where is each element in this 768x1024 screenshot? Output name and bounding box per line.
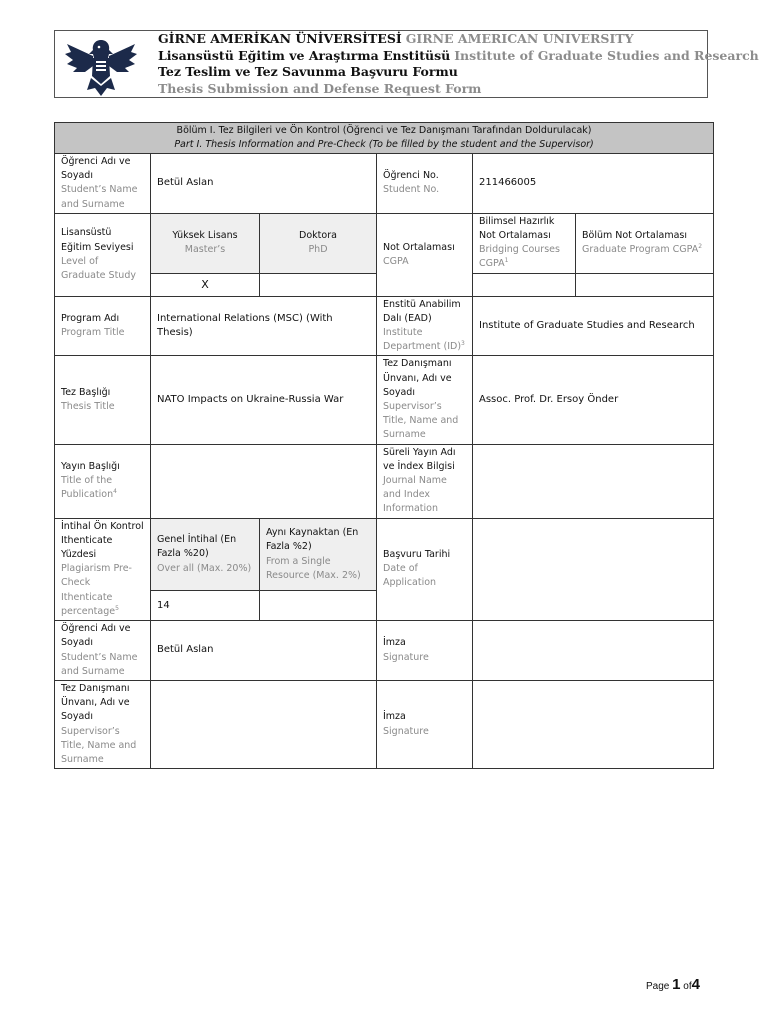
plagiarism-label: İntihal Ön Kontrol Ithenticate Yüzdesi Plagiarism Pre-Check Ithenticate percentage$^5$ <box>55 518 151 620</box>
bridging-cgpa-label: Bilimsel Hazırlık Not Ortalaması Bridging Courses CGPA$^1$ <box>473 213 576 273</box>
masters-option-label: Yüksek Lisans Master’s <box>151 213 260 273</box>
page-total: 4 <box>691 976 700 993</box>
page-of: of <box>683 981 692 992</box>
application-date-label: Başvuru Tarihi Date of Application <box>377 518 473 620</box>
phd-option-label: Doktora PhD <box>260 213 377 273</box>
thesis-title-label: Tez Başlığı Thesis Title <box>55 356 151 444</box>
publication-title-label: Yayın Başlığı Title of the Publication$^4$ <box>55 444 151 518</box>
student-no-value[interactable]: 211466005 <box>473 154 714 214</box>
journal-info-label: Süreli Yayın Adı ve İndex Bilgisi Journal Name and Index Information <box>377 444 473 518</box>
supervisor-signature-field[interactable] <box>473 680 714 768</box>
thesis-title-value[interactable]: NATO Impacts on Ukraine-Russia War <box>151 356 377 444</box>
department-value[interactable]: Institute of Graduate Studies and Research <box>473 296 714 356</box>
single-source-plagiarism-value[interactable] <box>260 591 377 621</box>
phd-checkbox[interactable] <box>260 273 377 296</box>
footnote-3-marker: 3 <box>461 340 465 348</box>
header-title-block <box>158 31 759 97</box>
student-sign-name-value[interactable]: Betül Aslan <box>151 621 377 681</box>
part1-title-tr: Bölüm I. Tez Bilgileri ve Ön Kontrol (Öğrenci ve Tez Danışmanı Tarafından Doldurulacak) <box>176 125 592 136</box>
department-label: Enstitü Anabilim Dalı (EAD) Institute Department (ID)$^3$ <box>377 296 473 356</box>
single-source-plagiarism-label: Aynı Kaynaktan (En Fazla %2) From a Single Resource (Max. 2%) <box>260 518 377 591</box>
thesis-info-table <box>54 122 714 769</box>
student-name-value[interactable]: Betül Aslan <box>151 154 377 214</box>
footnote-5-marker: 5 <box>115 604 119 612</box>
university-name-tr: GİRNE AMERİKAN ÜNİVERSİTESİ <box>158 31 402 46</box>
cgpa-label: Not Ortalaması CGPA <box>377 213 473 296</box>
supervisor-value[interactable]: Assoc. Prof. Dr. Ersoy Önder <box>473 356 714 444</box>
program-title-value[interactable]: International Relations (MSC) (With Thesis) <box>151 296 377 356</box>
part1-header <box>55 123 714 154</box>
institute-name-tr: Lisansüstü Eğitim ve Araştırma Enstitüsü <box>158 47 451 63</box>
footnote-2-marker: 2 <box>698 243 703 251</box>
student-signature-label: İmza Signature <box>377 621 473 681</box>
application-date-value[interactable] <box>473 518 714 620</box>
student-name-label: Öğrenci Adı ve Soyadı Student’s Name and Surname <box>55 154 151 214</box>
student-no-label: Öğrenci No. Student No. <box>377 154 473 214</box>
level-label: Lisansüstü Eğitim Seviyesi Level of Graduate Study <box>55 213 151 296</box>
supervisor-label: Tez Danışmanı Ünvanı, Adı ve Soyadı Supervisor’s Title, Name and Surname <box>377 356 473 444</box>
supervisor-signature-label: İmza Signature <box>377 680 473 768</box>
overall-plagiarism-label: Genel İntihal (En Fazla %20) Over all (Max. 20%) <box>151 518 260 591</box>
page-current: 1 <box>672 976 681 993</box>
footnote-1-marker: 1 <box>504 257 509 265</box>
journal-info-value[interactable] <box>473 444 714 518</box>
footnote-4-marker: 4 <box>113 488 117 496</box>
student-sign-name-label: Öğrenci Adı ve Soyadı Student’s Name and Surname <box>55 621 151 681</box>
page-indicator <box>646 976 700 993</box>
program-title-label: Program Adı Program Title <box>55 296 151 356</box>
overall-plagiarism-value[interactable]: 14 <box>151 591 260 621</box>
publication-title-value[interactable] <box>151 444 377 518</box>
supervisor-sign-name-label: Tez Danışmanı Ünvanı, Adı ve Soyadı Supervisor’s Title, Name and Surname <box>55 680 151 768</box>
student-signature-field[interactable] <box>473 621 714 681</box>
page-label: Page <box>646 981 670 992</box>
part1-title-en: Part I. Thesis Information and Pre-Check (To be filled by the student and the Supervisor) <box>174 139 594 150</box>
institute-name-en: Institute of Graduate Studies and Research <box>454 47 759 63</box>
eagle-crest-logo <box>63 32 139 98</box>
program-cgpa-value[interactable] <box>576 273 714 296</box>
program-cgpa-label: Bölüm Not Ortalaması Graduate Program CGPA$^2$ <box>576 213 714 273</box>
supervisor-sign-name-value[interactable] <box>151 680 377 768</box>
form-header <box>54 30 759 98</box>
masters-checkbox[interactable]: X <box>151 273 260 296</box>
form-title-tr: Tez Teslim ve Tez Savunma Başvuru Formu <box>158 64 458 79</box>
bridging-cgpa-value[interactable] <box>473 273 576 296</box>
form-title-en: Thesis Submission and Defense Request Form <box>158 80 482 96</box>
university-name-en: GIRNE AMERICAN UNIVERSITY <box>405 31 634 46</box>
